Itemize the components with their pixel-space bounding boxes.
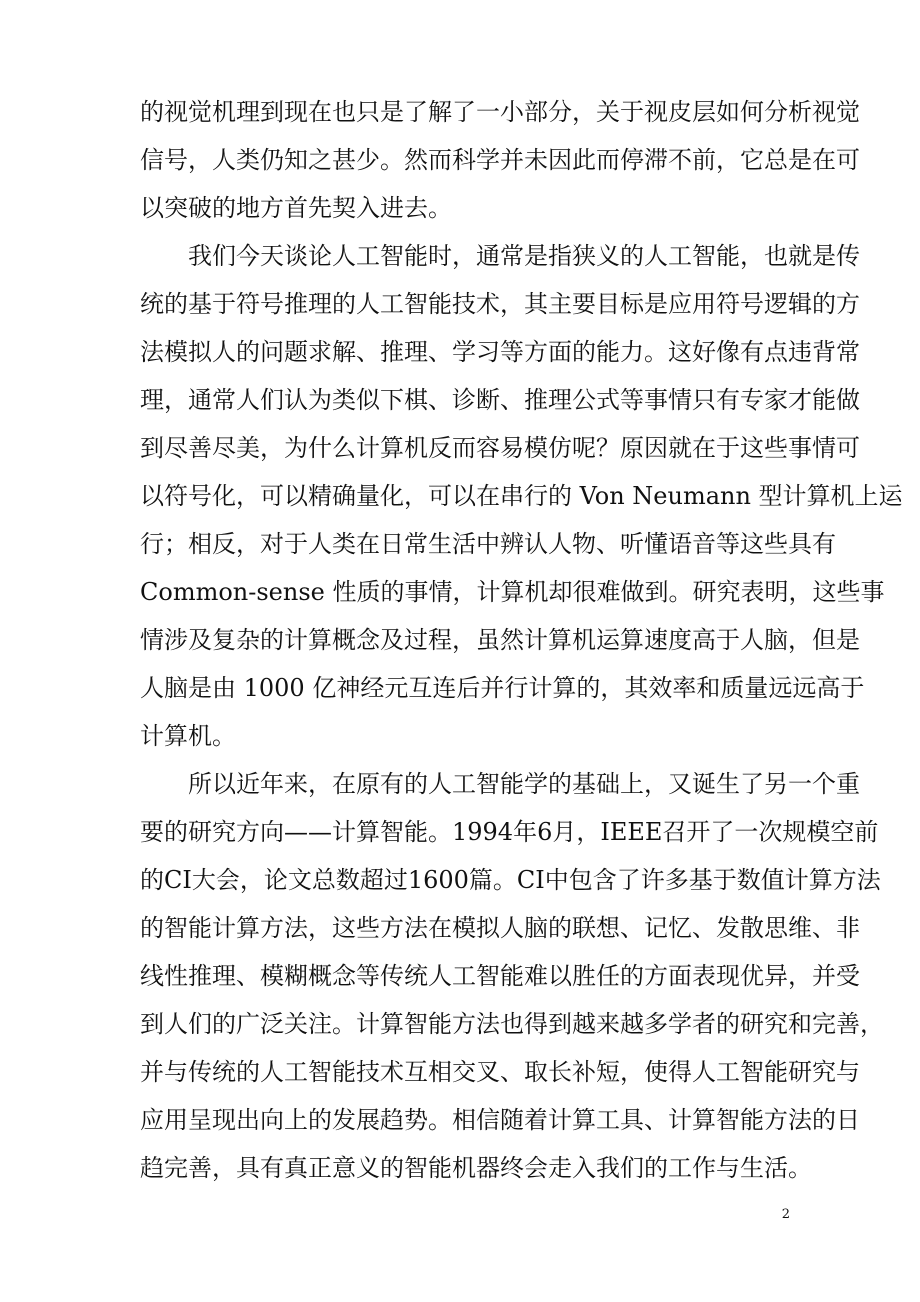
text-line: 趋完善，具有真正意义的智能机器终会走入我们的工作与生活。 xyxy=(140,1154,812,1182)
page-number: 2 xyxy=(781,1207,790,1222)
text-line: 的CI大会，论文总数超过1600篇。CI中包含了许多基于数值计算方法 xyxy=(140,866,881,894)
text-line: 应用呈现出向上的发展趋势。相信随着计算工具、计算智能方法的日 xyxy=(140,1106,860,1134)
text-line: 以符号化，可以精确量化，可以在串行的 Von Neumann 型计算机上运 xyxy=(140,482,903,510)
text-line: 统的基于符号推理的人工智能技术，其主要目标是应用符号逻辑的方 xyxy=(140,290,860,318)
text-line: 计算机。 xyxy=(140,722,236,750)
text-line: 以突破的地方首先契入进去。 xyxy=(140,194,452,222)
text-line: 并与传统的人工智能技术互相交叉、取长补短，使得人工智能研究与 xyxy=(140,1058,860,1086)
text-line: 要的研究方向——计算智能。1994年6月，IEEE召开了一次规模空前 xyxy=(140,818,879,846)
text-line: 所以近年来，在原有的人工智能学的基础上，又诞生了另一个重 xyxy=(188,770,860,798)
paragraph xyxy=(140,88,860,232)
paragraph xyxy=(140,760,884,1192)
body-text xyxy=(140,88,903,1192)
text-line: 到尽善尽美，为什么计算机反而容易模仿呢？原因就在于这些事情可 xyxy=(140,434,860,462)
text-line: 的智能计算方法，这些方法在模拟人脑的联想、记忆、发散思维、非 xyxy=(140,914,860,942)
text-line: Common-sense 性质的事情，计算机却很难做到。研究表明，这些事 xyxy=(140,578,885,606)
text-line: 线性推理、模糊概念等传统人工智能难以胜任的方面表现优异，并受 xyxy=(140,962,860,990)
paragraph xyxy=(140,232,903,760)
text-line: 到人们的广泛关注。计算智能方法也得到越来越多学者的研究和完善， xyxy=(140,1010,884,1038)
text-line: 行；相反，对于人类在日常生活中辨认人物、听懂语音等这些具有 xyxy=(140,530,836,558)
text-line: 信号，人类仍知之甚少。然而科学并未因此而停滞不前，它总是在可 xyxy=(140,146,860,174)
text-line: 的视觉机理到现在也只是了解了一小部分，关于视皮层如何分析视觉 xyxy=(140,98,860,126)
text-line: 法模拟人的问题求解、推理、学习等方面的能力。这好像有点违背常 xyxy=(140,338,860,366)
text-line: 理，通常人们认为类似下棋、诊断、推理公式等事情只有专家才能做 xyxy=(140,386,860,414)
text-line: 情涉及复杂的计算概念及过程，虽然计算机运算速度高于人脑，但是 xyxy=(140,626,860,654)
text-line: 人脑是由 1000 亿神经元互连后并行计算的，其效率和质量远远高于 xyxy=(140,674,865,702)
text-line: 我们今天谈论人工智能时，通常是指狭义的人工智能，也就是传 xyxy=(188,242,860,270)
